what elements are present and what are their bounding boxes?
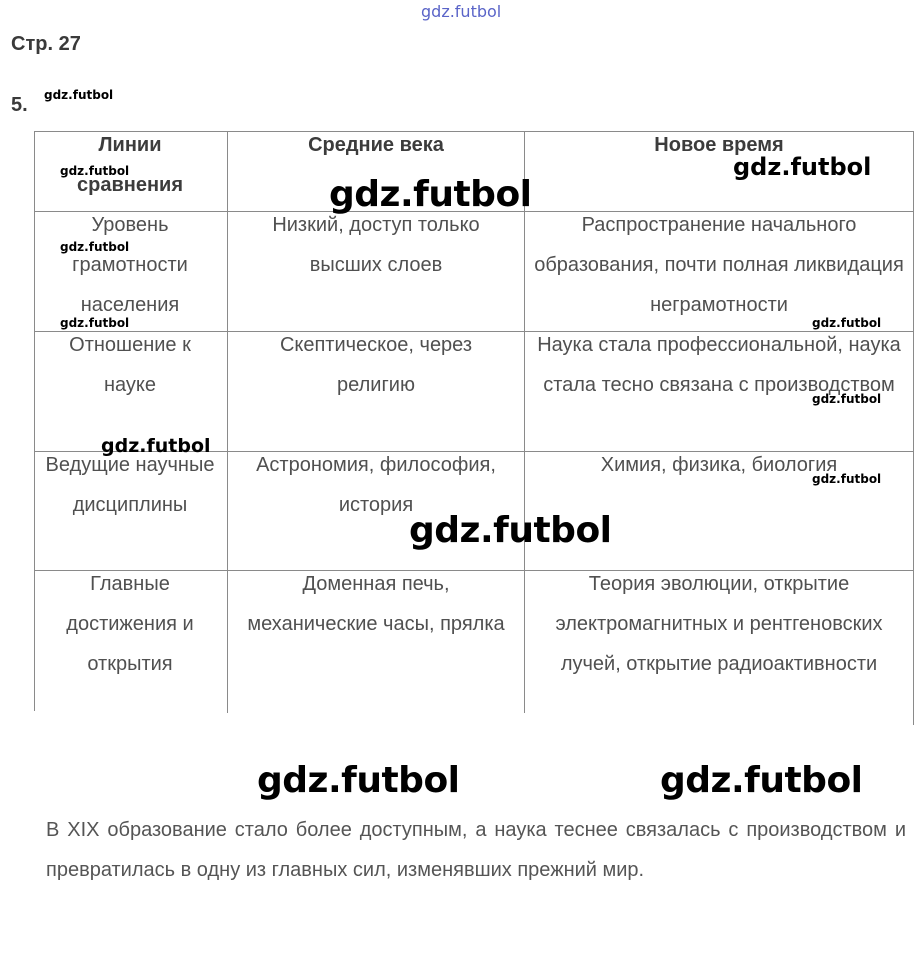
table-cell-middle-ages: Астрономия, философия, история <box>256 454 496 516</box>
watermark: gdz.futbol <box>812 472 882 486</box>
table-cell-modern-times: Химия, физика, биология <box>600 454 838 476</box>
table-border <box>524 131 525 713</box>
table-cell-middle-ages: Скептическое, через религию <box>279 334 473 396</box>
watermark: gdz.futbol <box>101 435 211 457</box>
table-cell-criterion: Главные достижения и открытия <box>66 573 194 675</box>
watermark: gdz.futbol <box>733 153 872 181</box>
table-cell-modern-times: Теория эволюции, открытие электромагнитных и рентгеновских лучей, открытие радиоактивности <box>555 573 883 675</box>
watermark: gdz.futbol <box>660 760 863 801</box>
table-border <box>227 131 228 713</box>
table-border <box>34 131 35 711</box>
watermark: gdz.futbol <box>421 2 502 21</box>
table-cell-modern-times: Наука стала профессиональной, наука стала тесно связана с производством <box>537 334 901 396</box>
table-cell-criterion: Ведущие научные дисциплины <box>45 454 215 516</box>
watermark: gdz.futbol <box>409 510 612 551</box>
table-cell-middle-ages: Низкий, доступ только высших слоев <box>272 214 480 276</box>
table-header-modern-times: Новое время <box>654 134 784 156</box>
table-border <box>913 131 914 725</box>
table-header-middle-ages: Средние века <box>308 134 444 156</box>
comparison-table <box>34 131 914 713</box>
watermark: gdz.futbol <box>812 316 882 330</box>
watermark: gdz.futbol <box>60 164 130 178</box>
watermark: gdz.futbol <box>44 88 114 102</box>
table-header-criteria: Линии сравнения <box>76 134 183 196</box>
conclusion-text: В XIX образование стало более доступным, а наука теснее связалась с производством и превратилась в одну из главных сил, изменявших прежний мир. <box>46 819 906 881</box>
page-label: Стр. 27 <box>11 33 81 55</box>
task-number: 5. <box>11 94 28 116</box>
watermark: gdz.futbol <box>60 240 130 254</box>
table-cell-criterion: Отношение к науке <box>69 334 191 396</box>
watermark: gdz.futbol <box>812 392 882 406</box>
watermark: gdz.futbol <box>329 174 532 215</box>
table-cell-criterion: Уровень грамотности населения <box>72 214 188 316</box>
table-cell-modern-times: Распространение начального образования, почти полная ликвидация неграмотности <box>534 214 904 316</box>
table-cell-middle-ages: Доменная печь, механические часы, прялка <box>247 573 505 635</box>
watermark: gdz.futbol <box>60 316 130 330</box>
watermark: gdz.futbol <box>257 760 460 801</box>
